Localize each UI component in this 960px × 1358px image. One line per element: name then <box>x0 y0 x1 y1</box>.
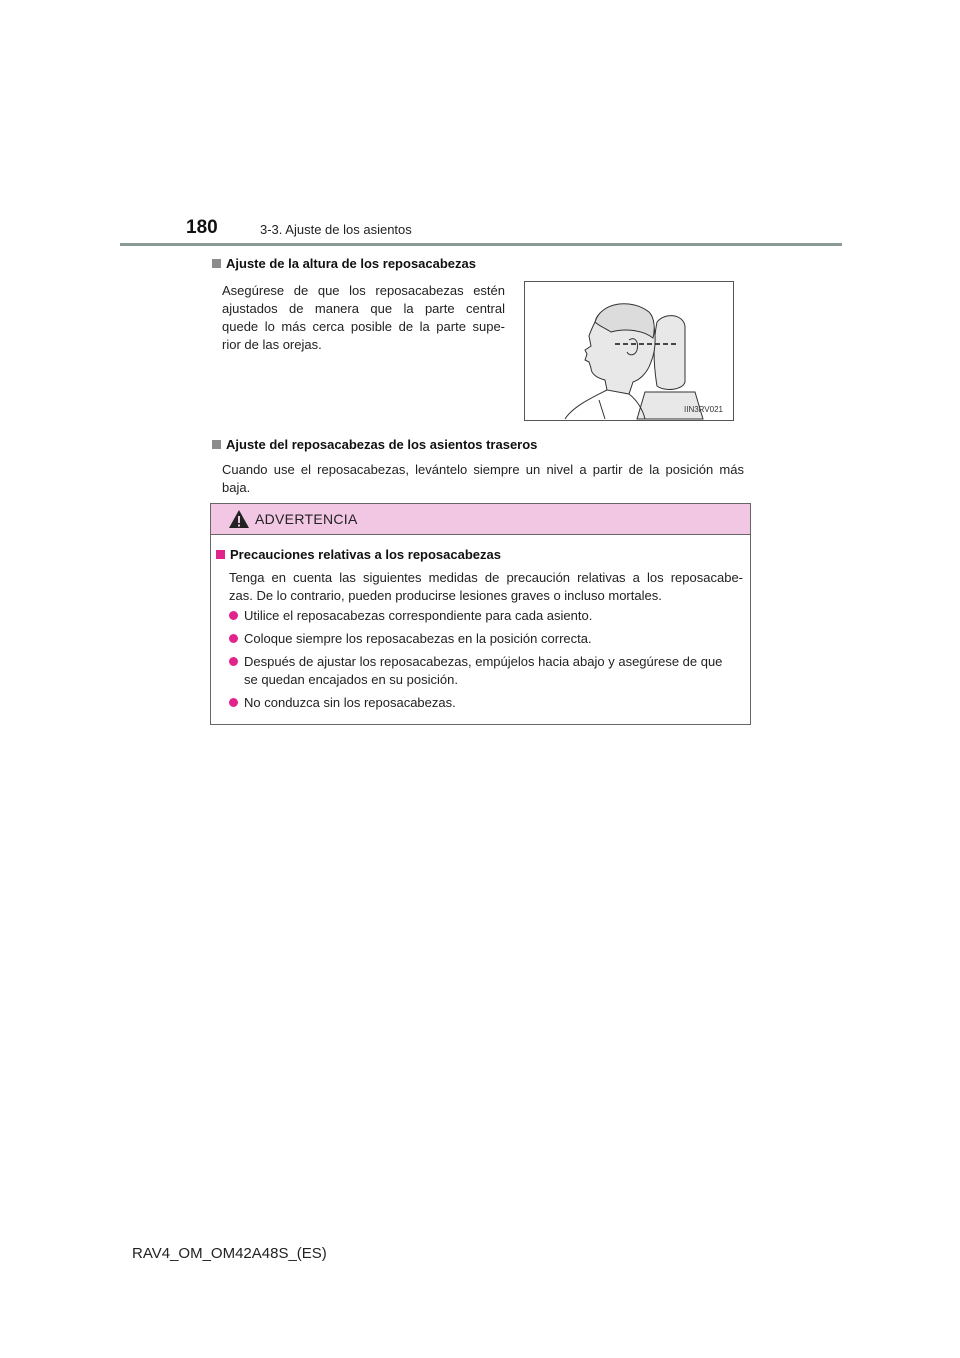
warning-bullet <box>229 630 592 648</box>
section-heading-text: Ajuste de la altura de los reposacabezas <box>226 256 476 271</box>
warning-header <box>211 504 750 535</box>
warning-bullet <box>229 694 456 712</box>
circle-bullet-icon <box>229 634 238 643</box>
paragraph-line: rior de las orejas. <box>222 337 322 352</box>
header-divider <box>120 243 842 246</box>
section1-paragraph <box>222 282 505 354</box>
bullet-text: No conduzca sin los reposacabezas. <box>244 695 456 710</box>
warning-heading-text: Precauciones relativas a los reposacabezas <box>230 547 501 562</box>
warning-box <box>210 503 751 725</box>
section-heading-headrest-height <box>212 256 476 271</box>
bullet-text: Utilice el reposacabezas correspondiente para cada asiento. <box>244 608 593 623</box>
warning-bullet <box>229 607 592 625</box>
bullet-text: Después de ajustar los reposacabezas, empújelos hacia abajo y asegúrese de que <box>244 654 723 669</box>
section2-paragraph <box>222 461 744 497</box>
warning-triangle-icon <box>228 509 250 529</box>
warning-title: ADVERTENCIA <box>255 511 358 527</box>
square-bullet-icon <box>212 259 221 268</box>
circle-bullet-icon <box>229 698 238 707</box>
intro-line: zas. De lo contrario, pueden producirse lesiones graves o incluso mortales. <box>229 588 662 603</box>
section-heading-text: Ajuste del reposacabezas de los asientos traseros <box>226 437 538 452</box>
head-and-headrest-drawing <box>525 282 733 420</box>
circle-bullet-icon <box>229 611 238 620</box>
figure-code: IIN3RV021 <box>684 405 723 414</box>
warning-bullet <box>229 653 722 671</box>
warning-bullet-continuation: se quedan encajados en su posición. <box>244 672 458 687</box>
chapter-title: 3-3. Ajuste de los asientos <box>260 222 412 237</box>
section-heading-rear-headrest <box>212 437 537 452</box>
square-bullet-icon <box>216 550 225 559</box>
page-number: 180 <box>186 217 218 238</box>
paragraph-line: Cuando use el reposacabezas, levántelo siempre un nivel a partir de la posición más <box>222 462 744 477</box>
paragraph-line: Asegúrese de que los reposacabezas estén <box>222 283 505 298</box>
paragraph-line: ajustados de manera que la parte central <box>222 301 505 316</box>
footer-doc-code: RAV4_OM_OM42A48S_(ES) <box>132 1245 327 1262</box>
paragraph-line: baja. <box>222 480 251 495</box>
warning-heading <box>216 547 501 562</box>
headrest-illustration <box>524 281 734 421</box>
bullet-text: Coloque siempre los reposacabezas en la posición correcta. <box>244 631 592 646</box>
circle-bullet-icon <box>229 657 238 666</box>
intro-line: Tenga en cuenta las siguientes medidas de precaución relativas a los reposacabe- <box>229 570 743 585</box>
warning-intro <box>229 569 743 605</box>
square-bullet-icon <box>212 440 221 449</box>
paragraph-line: quede lo más cerca posible de la parte supe- <box>222 319 505 334</box>
